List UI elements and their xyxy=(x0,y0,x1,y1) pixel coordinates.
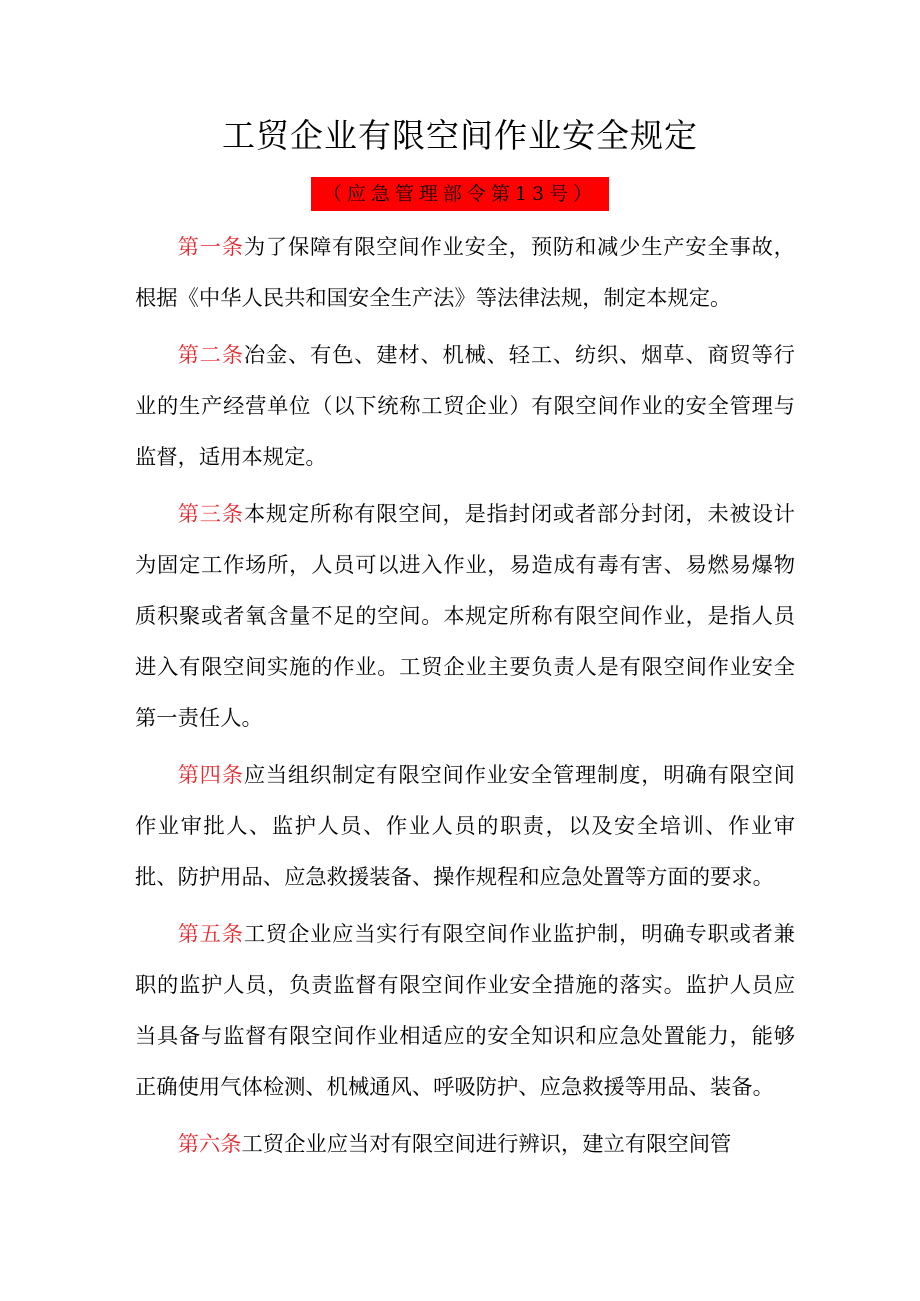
article-5 xyxy=(135,909,795,1113)
document-body xyxy=(135,222,795,1176)
article-number: 第二条 xyxy=(177,343,244,368)
article-3 xyxy=(135,489,795,744)
article-number: 第六条 xyxy=(177,1132,242,1157)
article-text: 冶金、有色、建材、机械、轻工、纺织、烟草、商贸等行业的生产经营单位（以下统称工贸企业）有限空间作业的安全管理与监督，适用本规定。 xyxy=(135,343,795,470)
article-text: 应当组织制定有限空间作业安全管理制度，明确有限空间作业审批人、监护人员、作业人员的职责，以及安全培训、作业审批、防护用品、应急救援装备、操作规程和应急处置等方面的要求。 xyxy=(135,763,795,890)
article-text: 为了保障有限空间作业安全，预防和减少生产安全事故，根据《中华人民共和国安全生产法》等法律法规，制定本规定。 xyxy=(135,235,795,311)
article-text: 工贸企业应当对有限空间进行辨识，建立有限空间管 xyxy=(241,1132,732,1157)
article-4 xyxy=(135,750,795,903)
article-2 xyxy=(135,330,795,483)
article-6 xyxy=(135,1119,795,1170)
article-number: 第三条 xyxy=(177,502,244,527)
article-number: 第四条 xyxy=(177,763,244,788)
article-text: 工贸企业应当实行有限空间作业监护制，明确专职或者兼职的监护人员，负责监督有限空间作业安全措施的落实。监护人员应当具备与监督有限空间作业相适应的安全知识和应急处置能力，能够正确使用气体检测、机械通风、呼吸防护、应急救援等用品、装备。 xyxy=(135,922,795,1100)
document-title: 工贸企业有限空间作业安全规定 xyxy=(222,116,698,155)
article-number: 第一条 xyxy=(177,235,244,260)
article-number: 第五条 xyxy=(177,922,244,947)
subtitle-wrapper xyxy=(0,177,920,211)
article-text: 本规定所称有限空间，是指封闭或者部分封闭，未被设计为固定工作场所，人员可以进入作业，易造成有毒有害、易燃易爆物质积聚或者氧含量不足的空间。本规定所称有限空间作业，是指人员进入有限空间实施的作业。工贸企业主要负责人是有限空间作业安全第一责任人。 xyxy=(135,502,795,731)
document-subtitle: （应急管理部令第13号） xyxy=(311,177,609,211)
article-1 xyxy=(135,222,795,324)
